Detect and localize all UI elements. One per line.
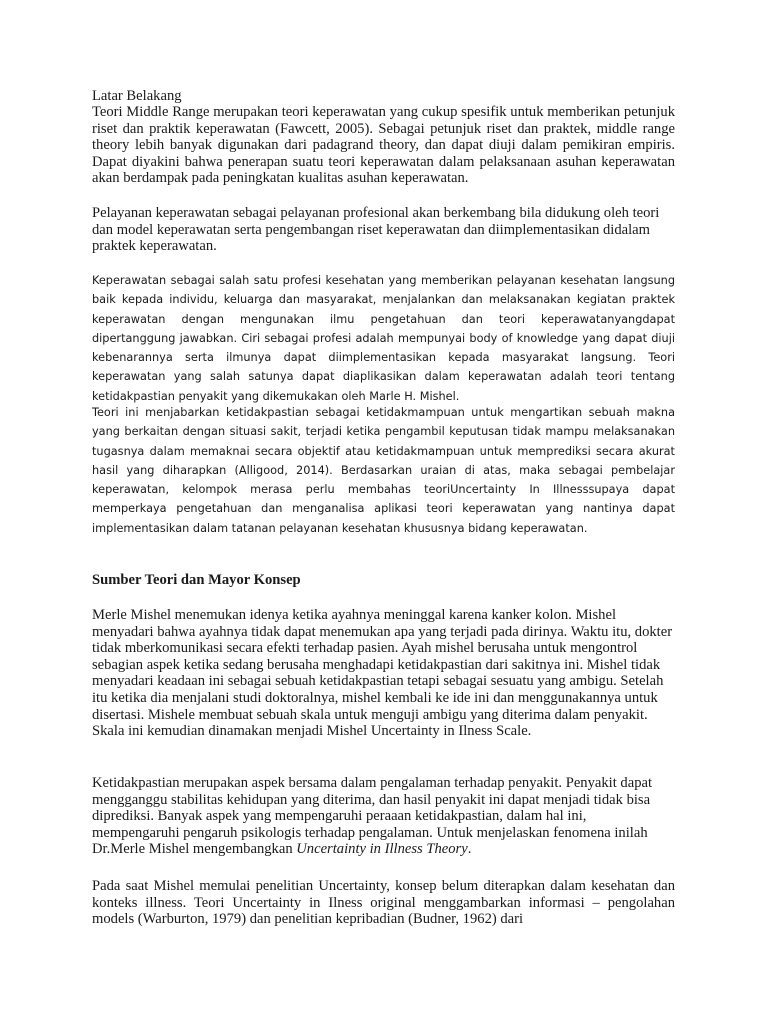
ketidakpastian-paragraph (92, 775, 675, 858)
ketidakpastian-end: . (467, 841, 472, 858)
ketidakpastian-text: Ketidakpastian merupakan aspek bersama dalam pengalaman terhadap penyakit. Penyakit dapat mengganggu stabilitas kehidupan yang diterima, dan hasil penyakit ini dapat menjadi tidak bisa diprediksi. Banyak aspek yang mempengaruhi peraaan ketidakpastian, dalam hal ini, mempengaruhi pengaruh psikologis terhadap pengalaman. Untuk menjelaskan fenomena inilah Dr.Merle Mishel mengembangkan (92, 775, 653, 858)
pada-saat-paragraph: Pada saat Mishel memulai penelitian Uncertainty, konsep belum diterapkan dalam kesehatan dan konteks illness. Teori Uncertainty in Ilness original menggambarkan informasi – pengolahan models (Warburton, 1979) dan penelitian kepribadian (Budner, 1962) dari (92, 878, 675, 928)
intro-paragraph: Teori Middle Range merupakan teori keperawatan yang cukup spesifik untuk memberikan petunjuk riset dan praktik keperawatan (Fawcett, 2005). Sebagai petunjuk riset dan praktek, middle range theory lebih banyak digunakan dari padagrand theory, dan dapat diuji dalam pemikiran empiris. Dapat diyakini bahwa penerapan suatu teori keperawatan dalam pelaksanaan asuhan keperawatan akan berdampak pada peningkatan kualitas asuhan keperawatan. (92, 104, 675, 187)
latar-belakang-title: Latar Belakang (92, 88, 182, 104)
theory-name-italic: Uncertainty in Illness Theory (296, 841, 468, 858)
mishel-paragraph: Merle Mishel menemukan idenya ketika ayahnya meninggal karena kanker kolon. Mishel menyadari bahwa ayahnya tidak dapat menemukan apa yang terjadi pada dirinya. Waktu itu, dokter tidak mberkomunikasi secara efekti terhadap pasien. Ayah mishel berusaha untuk mengontrol sebagian aspek ketika sedang berusaha menghadapi ketidakpastian dari sakitnya ini. Mishel tidak menyadari keadaan ini sebagai sebuah ketidakpastian tetapi sebagai sesuatu yang ambigu. Setelah itu ketika dia menjalani studi doktoralnya, mishel kembali ke ide ini dan menggunakannya untuk disertasi. Mishele membuat sebuah skala untuk menguji ambigu yang diterima dalam penyakit. Skala ini kemudian dinamakan menjadi Mishel Uncertainty in Ilness Scale. (92, 607, 673, 740)
section-heading: Sumber Teori dan Mayor Konsep (92, 572, 301, 588)
pelayanan-paragraph: Pelayanan keperawatan sebagai pelayanan profesional akan berkembang bila didukung oleh teori dan model keperawatan serta pengembangan riset keperawatan dan diimplementasikan didalam praktek keperawatan. (92, 205, 660, 255)
keperawatan-paragraph: Keperawatan sebagai salah satu profesi kesehatan yang memberikan pelayanan kesehatan langsung baik kepada individu, keluarga dan masyarakat, menjalankan dan melaksanakan kegiatan praktek keperawatan dengan mengunakan ilmu pengetahuan dan teori keperawatanyangdapat dipertanggung jawabkan. Ciri sebagai profesi adalah mempunyai body of knowledge yang dapat diuji kebenarannya serta ilmunya dapat diimplementasikan kepada masyarakat langsung. Teori keperawatan yang salah satunya dapat diaplikasikan dalam keperawatan adalah teori tentang ketidakpastian penyakit yang dikemukakan oleh Marle H. Mishel. (92, 274, 675, 403)
teori-ini-paragraph: Teori ini menjabarkan ketidakpastian sebagai ketidakmampuan untuk mengartikan sebuah makna yang berkaitan dengan situasi sakit, terjadi ketika pengambil keputusan tidak mampu melaksanakan tugasnya dalam memaknai secara objektif atau ketidakmampuan untuk memprediksi secara akurat hasil yang diharapkan (Alligood, 2014). Berdasarkan uraian di atas, maka sebagai pembelajar keperawatan, kelompok merasa perlu membahas teoriUncertainty In Illnesssupaya dapat memperkaya pengetahuan dan menganalisa aplikasi teori keperawatan yang nantinya dapat implementasikan dalam tatanan pelayanan kesehatan khususnya bidang keperawatan. (92, 406, 675, 535)
